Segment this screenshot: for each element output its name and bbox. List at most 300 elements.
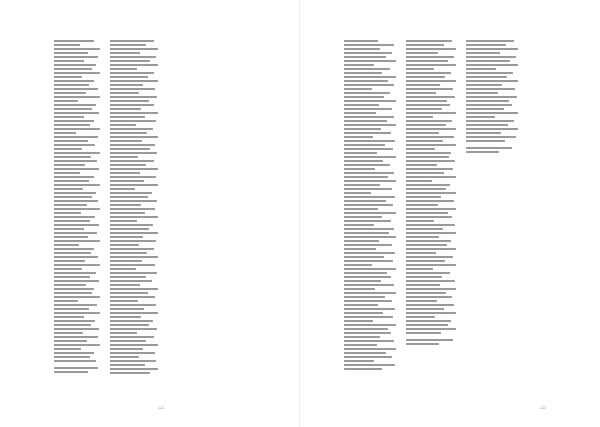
index-line bbox=[344, 312, 383, 314]
index-line bbox=[344, 100, 396, 102]
index-line bbox=[466, 44, 506, 46]
index-line bbox=[110, 80, 158, 82]
index-line bbox=[344, 348, 396, 350]
index-line bbox=[466, 48, 518, 50]
index-line bbox=[406, 292, 446, 294]
index-line bbox=[110, 228, 149, 230]
index-line bbox=[344, 156, 396, 158]
index-line bbox=[110, 140, 142, 142]
index-line bbox=[110, 204, 141, 206]
index-line bbox=[344, 200, 386, 202]
index-line bbox=[110, 124, 136, 126]
index-line bbox=[406, 316, 435, 318]
index-line bbox=[406, 264, 456, 266]
index-line bbox=[54, 260, 85, 262]
index-line bbox=[54, 328, 99, 330]
index-line bbox=[344, 328, 388, 330]
index-line bbox=[344, 184, 380, 186]
index-line bbox=[344, 96, 384, 98]
index-line bbox=[344, 304, 378, 306]
index-line bbox=[406, 40, 452, 42]
index-line bbox=[110, 164, 146, 166]
index-line bbox=[110, 88, 155, 90]
index-line bbox=[344, 264, 372, 266]
index-line bbox=[110, 188, 135, 190]
index-line bbox=[344, 92, 390, 94]
index-line bbox=[406, 92, 436, 94]
index-line bbox=[54, 280, 99, 282]
index-line bbox=[466, 132, 501, 134]
index-line bbox=[466, 140, 505, 142]
index-line bbox=[54, 96, 100, 98]
index-line bbox=[54, 132, 76, 134]
index-line bbox=[406, 339, 453, 341]
index-line bbox=[406, 184, 450, 186]
index-line bbox=[466, 112, 518, 114]
index-line bbox=[344, 240, 379, 242]
index-line bbox=[54, 244, 79, 246]
index-line bbox=[344, 236, 396, 238]
index-line bbox=[110, 84, 143, 86]
index-line bbox=[406, 72, 451, 74]
index-line bbox=[344, 212, 396, 214]
index-line bbox=[406, 156, 449, 158]
index-line bbox=[344, 64, 374, 66]
index-line bbox=[344, 360, 374, 362]
index-line bbox=[406, 64, 456, 66]
index-line bbox=[110, 308, 144, 310]
index-line bbox=[54, 284, 86, 286]
index-line bbox=[406, 328, 456, 330]
index-line bbox=[54, 300, 78, 302]
index-line bbox=[54, 192, 96, 194]
index-line bbox=[54, 168, 99, 170]
index-line bbox=[344, 56, 386, 58]
index-line bbox=[54, 272, 96, 274]
index-line bbox=[110, 216, 158, 218]
index-line bbox=[344, 144, 385, 146]
index-line bbox=[406, 324, 448, 326]
index-line bbox=[54, 236, 88, 238]
index-line bbox=[54, 320, 95, 322]
index-line bbox=[406, 212, 448, 214]
index-line bbox=[406, 288, 456, 290]
index-line bbox=[110, 344, 158, 346]
index-line bbox=[406, 256, 453, 258]
index-line bbox=[344, 72, 382, 74]
index-line bbox=[54, 208, 100, 210]
index-line bbox=[466, 76, 507, 78]
index-line bbox=[344, 48, 380, 50]
index-line bbox=[54, 164, 85, 166]
index-line bbox=[54, 344, 100, 346]
index-line bbox=[406, 204, 438, 206]
index-line bbox=[406, 160, 455, 162]
index-line bbox=[54, 264, 100, 266]
index-line bbox=[54, 108, 92, 110]
index-line bbox=[54, 248, 94, 250]
right-page-column-1 bbox=[344, 40, 400, 372]
index-line bbox=[466, 68, 496, 70]
index-line bbox=[406, 224, 455, 226]
index-line bbox=[110, 256, 158, 258]
index-line bbox=[406, 208, 456, 210]
index-line bbox=[54, 40, 94, 42]
index-line bbox=[54, 288, 94, 290]
index-line bbox=[54, 60, 84, 62]
index-line bbox=[344, 336, 380, 338]
index-line bbox=[110, 60, 150, 62]
index-line bbox=[466, 124, 508, 126]
index-line bbox=[110, 364, 145, 366]
index-line bbox=[406, 280, 455, 282]
left-folio: 222 bbox=[158, 406, 165, 410]
index-line bbox=[110, 232, 158, 234]
index-line bbox=[110, 56, 156, 58]
index-line bbox=[344, 284, 394, 286]
index-line bbox=[344, 124, 396, 126]
index-line bbox=[110, 336, 154, 338]
index-line bbox=[344, 256, 384, 258]
index-line bbox=[406, 144, 456, 146]
index-line bbox=[344, 268, 396, 270]
index-line bbox=[110, 332, 137, 334]
index-line bbox=[406, 128, 456, 130]
index-line bbox=[406, 80, 456, 82]
right-page bbox=[300, 0, 600, 427]
index-line bbox=[466, 128, 518, 130]
index-line bbox=[110, 360, 156, 362]
index-line bbox=[344, 88, 372, 90]
index-line bbox=[406, 148, 435, 150]
index-line bbox=[54, 180, 89, 182]
index-line bbox=[110, 144, 155, 146]
index-line bbox=[54, 276, 90, 278]
index-line bbox=[406, 216, 452, 218]
index-line bbox=[344, 224, 374, 226]
index-line bbox=[344, 40, 378, 42]
index-line bbox=[54, 224, 99, 226]
index-line bbox=[54, 340, 87, 342]
index-line bbox=[110, 96, 157, 98]
index-line bbox=[406, 140, 443, 142]
index-line bbox=[344, 368, 382, 370]
index-line bbox=[406, 248, 456, 250]
index-line bbox=[406, 343, 439, 345]
index-line bbox=[406, 320, 451, 322]
index-line bbox=[406, 56, 454, 58]
index-line bbox=[344, 260, 393, 262]
index-line bbox=[466, 100, 509, 102]
index-line bbox=[406, 136, 454, 138]
left-page-column-2 bbox=[110, 40, 160, 376]
index-line bbox=[406, 232, 456, 234]
index-line bbox=[54, 324, 91, 326]
index-line bbox=[344, 176, 388, 178]
index-line bbox=[54, 220, 90, 222]
index-line bbox=[344, 292, 396, 294]
index-line bbox=[54, 92, 86, 94]
index-line bbox=[110, 276, 146, 278]
index-line bbox=[110, 356, 139, 358]
index-line bbox=[54, 136, 98, 138]
index-line bbox=[406, 76, 445, 78]
index-line bbox=[466, 120, 514, 122]
index-line bbox=[344, 152, 377, 154]
index-line bbox=[110, 136, 158, 138]
index-line bbox=[406, 44, 444, 46]
index-line bbox=[110, 172, 140, 174]
index-line bbox=[406, 332, 441, 334]
index-line bbox=[110, 44, 146, 46]
index-line bbox=[406, 308, 444, 310]
index-line bbox=[344, 300, 392, 302]
index-line bbox=[54, 292, 92, 294]
index-line bbox=[406, 236, 439, 238]
index-line bbox=[344, 148, 393, 150]
index-line bbox=[466, 52, 500, 54]
index-line bbox=[54, 100, 78, 102]
index-line bbox=[344, 60, 396, 62]
index-line bbox=[110, 108, 141, 110]
index-line bbox=[54, 52, 88, 54]
index-line bbox=[406, 196, 441, 198]
index-line bbox=[344, 192, 371, 194]
index-line bbox=[54, 128, 100, 130]
index-line bbox=[406, 84, 440, 86]
index-line bbox=[344, 128, 381, 130]
index-line bbox=[54, 296, 100, 298]
index-line bbox=[110, 72, 154, 74]
index-line bbox=[344, 208, 378, 210]
index-line bbox=[406, 124, 446, 126]
index-line bbox=[344, 324, 396, 326]
index-line bbox=[344, 172, 394, 174]
index-line bbox=[54, 188, 83, 190]
index-line bbox=[344, 204, 393, 206]
index-line bbox=[466, 60, 510, 62]
index-line bbox=[466, 151, 499, 153]
index-line bbox=[110, 68, 137, 70]
index-line bbox=[406, 104, 450, 106]
index-line bbox=[344, 180, 396, 182]
index-line bbox=[406, 304, 454, 306]
index-line bbox=[110, 220, 137, 222]
index-line bbox=[110, 300, 138, 302]
index-line bbox=[344, 308, 395, 310]
index-line bbox=[406, 300, 437, 302]
index-line bbox=[54, 304, 97, 306]
index-line bbox=[406, 100, 447, 102]
index-line bbox=[110, 348, 143, 350]
index-line bbox=[110, 260, 142, 262]
index-line bbox=[54, 176, 94, 178]
index-line bbox=[54, 348, 81, 350]
index-line bbox=[110, 156, 138, 158]
index-line bbox=[54, 316, 84, 318]
index-line bbox=[466, 108, 504, 110]
index-line bbox=[110, 184, 158, 186]
index-line bbox=[110, 296, 155, 298]
index-line bbox=[54, 252, 91, 254]
index-line bbox=[54, 68, 92, 70]
index-line bbox=[406, 108, 442, 110]
index-line bbox=[344, 84, 394, 86]
index-line bbox=[406, 152, 451, 154]
index-line bbox=[344, 112, 376, 114]
index-line bbox=[54, 232, 97, 234]
index-line bbox=[110, 64, 158, 66]
index-line bbox=[54, 371, 88, 373]
index-line bbox=[344, 44, 394, 46]
index-line bbox=[344, 68, 390, 70]
index-line bbox=[54, 216, 95, 218]
index-line bbox=[54, 88, 98, 90]
index-line bbox=[110, 264, 155, 266]
index-line bbox=[54, 72, 100, 74]
index-line bbox=[344, 132, 391, 134]
index-line bbox=[344, 228, 394, 230]
index-line bbox=[344, 52, 392, 54]
index-line bbox=[110, 128, 153, 130]
index-line bbox=[344, 216, 382, 218]
index-line bbox=[54, 204, 87, 206]
index-line bbox=[406, 172, 444, 174]
index-line bbox=[466, 136, 516, 138]
index-line bbox=[110, 192, 152, 194]
index-line bbox=[466, 84, 502, 86]
index-line bbox=[54, 156, 91, 158]
index-line bbox=[406, 176, 456, 178]
index-line bbox=[344, 244, 392, 246]
index-line bbox=[406, 272, 450, 274]
index-line bbox=[344, 252, 395, 254]
index-line bbox=[54, 56, 98, 58]
index-line bbox=[110, 272, 157, 274]
index-line bbox=[54, 112, 99, 114]
index-line bbox=[344, 140, 395, 142]
index-line bbox=[344, 160, 383, 162]
index-line bbox=[54, 140, 88, 142]
index-line bbox=[344, 296, 385, 298]
index-line bbox=[54, 228, 84, 230]
index-line bbox=[110, 372, 150, 374]
index-line bbox=[110, 224, 153, 226]
index-line bbox=[406, 296, 452, 298]
index-line bbox=[344, 164, 390, 166]
index-line bbox=[110, 268, 136, 270]
index-line bbox=[344, 220, 391, 222]
index-line bbox=[110, 180, 144, 182]
index-line bbox=[110, 240, 156, 242]
index-line bbox=[110, 116, 145, 118]
index-line bbox=[54, 356, 90, 358]
index-line bbox=[110, 200, 157, 202]
index-line bbox=[344, 280, 381, 282]
index-line bbox=[110, 328, 157, 330]
index-line bbox=[406, 112, 456, 114]
index-line bbox=[54, 64, 96, 66]
index-line bbox=[344, 104, 379, 106]
index-line bbox=[466, 72, 513, 74]
index-line bbox=[406, 52, 438, 54]
index-line bbox=[110, 132, 147, 134]
index-line bbox=[344, 116, 394, 118]
index-line bbox=[54, 360, 96, 362]
index-line bbox=[110, 160, 154, 162]
index-line bbox=[406, 120, 452, 122]
index-line bbox=[466, 147, 512, 149]
index-line bbox=[406, 188, 446, 190]
index-line bbox=[54, 44, 80, 46]
index-line bbox=[406, 252, 436, 254]
index-line bbox=[110, 288, 158, 290]
right-folio: 223 bbox=[540, 406, 547, 410]
index-line bbox=[344, 196, 395, 198]
index-line bbox=[406, 312, 456, 314]
index-line bbox=[110, 252, 147, 254]
index-line bbox=[54, 312, 100, 314]
index-line bbox=[344, 136, 373, 138]
index-line bbox=[110, 120, 156, 122]
index-line bbox=[54, 367, 98, 369]
index-line bbox=[466, 92, 498, 94]
index-line bbox=[344, 168, 375, 170]
index-line bbox=[54, 48, 100, 50]
index-line bbox=[406, 240, 451, 242]
index-line bbox=[54, 148, 82, 150]
index-line bbox=[110, 212, 145, 214]
index-line bbox=[110, 196, 148, 198]
index-line bbox=[54, 120, 94, 122]
index-line bbox=[406, 116, 433, 118]
index-line bbox=[406, 164, 437, 166]
index-line bbox=[466, 80, 518, 82]
index-line bbox=[54, 76, 82, 78]
index-line bbox=[110, 280, 152, 282]
index-line bbox=[110, 340, 146, 342]
index-line bbox=[406, 228, 443, 230]
index-line bbox=[110, 176, 156, 178]
index-line bbox=[406, 260, 445, 262]
index-line bbox=[406, 60, 448, 62]
index-line bbox=[344, 188, 392, 190]
index-line bbox=[406, 192, 456, 194]
index-line bbox=[110, 76, 148, 78]
index-line bbox=[110, 304, 156, 306]
index-line bbox=[344, 276, 391, 278]
index-line bbox=[344, 248, 376, 250]
index-line bbox=[344, 352, 386, 354]
index-line bbox=[110, 368, 158, 370]
index-line bbox=[54, 308, 89, 310]
index-line bbox=[54, 196, 92, 198]
index-line bbox=[110, 40, 154, 42]
index-line bbox=[406, 276, 442, 278]
right-page-column-3 bbox=[466, 40, 522, 155]
index-line bbox=[406, 244, 447, 246]
left-page-column-1 bbox=[54, 40, 102, 375]
index-line bbox=[344, 108, 392, 110]
index-line bbox=[110, 148, 150, 150]
index-line bbox=[406, 132, 439, 134]
index-line bbox=[344, 320, 373, 322]
index-line bbox=[54, 80, 94, 82]
index-line bbox=[110, 316, 141, 318]
index-line bbox=[406, 88, 453, 90]
index-line bbox=[406, 180, 432, 182]
index-line bbox=[406, 200, 454, 202]
